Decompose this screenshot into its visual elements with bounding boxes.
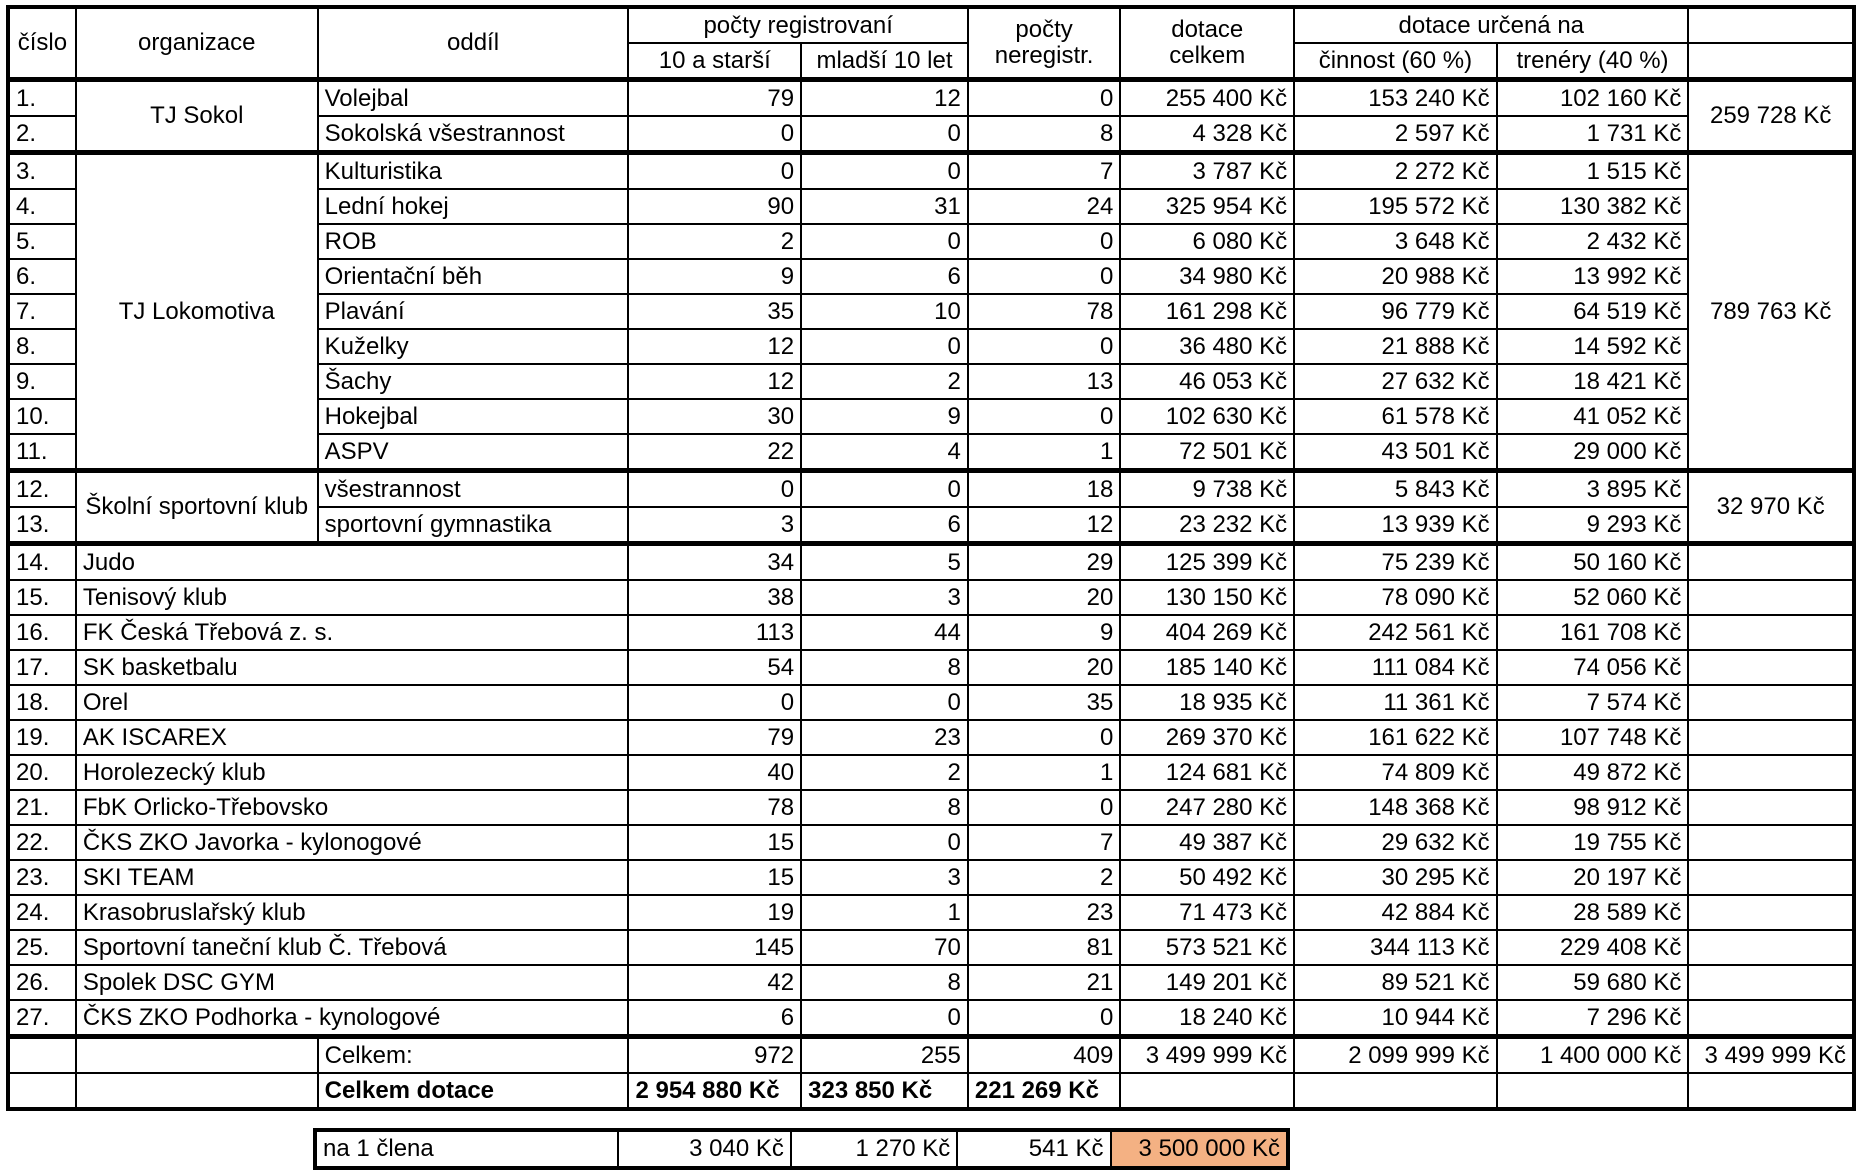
row-starsi: 40 [628, 755, 801, 790]
row-number: 13. [8, 507, 76, 544]
row-cinnost: 75 239 Kč [1294, 544, 1496, 581]
row-organization: ČKS ZKO Javorka - kylonogové [76, 825, 629, 860]
row-group-total-empty [1688, 895, 1854, 930]
row-starsi: 0 [628, 116, 801, 153]
row-neregistr: 20 [968, 650, 1120, 685]
totals-neregistr: 409 [968, 1037, 1120, 1074]
row-starsi: 0 [628, 471, 801, 508]
row-trenery: 28 589 Kč [1497, 895, 1689, 930]
row-cinnost: 195 572 Kč [1294, 189, 1496, 224]
row-cinnost: 30 295 Kč [1294, 860, 1496, 895]
header-group-total [1688, 7, 1854, 43]
row-dotace-celkem: 269 370 Kč [1120, 720, 1294, 755]
per-member-starsi: 3 040 Kč [618, 1130, 790, 1168]
row-trenery: 2 432 Kč [1497, 224, 1689, 259]
row-mladsi: 3 [801, 860, 968, 895]
row-number: 2. [8, 116, 76, 153]
row-organization: Tenisový klub [76, 580, 629, 615]
row-number: 20. [8, 755, 76, 790]
row-number: 24. [8, 895, 76, 930]
row-cinnost: 344 113 Kč [1294, 930, 1496, 965]
row-number: 4. [8, 189, 76, 224]
per-member-mladsi: 1 270 Kč [791, 1130, 957, 1168]
row-dotace-celkem: 3 787 Kč [1120, 153, 1294, 190]
row-oddil: ASPV [318, 434, 629, 471]
table-row [8, 80, 1854, 117]
row-starsi: 0 [628, 685, 801, 720]
row-group-total-empty [1688, 930, 1854, 965]
row-mladsi: 0 [801, 116, 968, 153]
row-starsi: 42 [628, 965, 801, 1000]
table-row [8, 580, 1854, 615]
row-dotace-celkem: 50 492 Kč [1120, 860, 1294, 895]
row-neregistr: 0 [968, 1000, 1120, 1037]
row-organization: Krasobruslařský klub [76, 895, 629, 930]
row-cinnost: 10 944 Kč [1294, 1000, 1496, 1037]
row-trenery: 18 421 Kč [1497, 364, 1689, 399]
totals-dotace-label: Celkem dotace [318, 1073, 629, 1109]
row-cinnost: 11 361 Kč [1294, 685, 1496, 720]
row-trenery: 52 060 Kč [1497, 580, 1689, 615]
group-total: 789 763 Kč [1688, 153, 1854, 471]
row-neregistr: 0 [968, 329, 1120, 364]
row-mladsi: 2 [801, 755, 968, 790]
row-dotace-celkem: 404 269 Kč [1120, 615, 1294, 650]
row-cinnost: 74 809 Kč [1294, 755, 1496, 790]
row-number: 25. [8, 930, 76, 965]
row-dotace-celkem: 573 521 Kč [1120, 930, 1294, 965]
table-row [8, 471, 1854, 508]
row-mladsi: 8 [801, 790, 968, 825]
row-group-total-empty [1688, 650, 1854, 685]
row-cinnost: 27 632 Kč [1294, 364, 1496, 399]
row-neregistr: 8 [968, 116, 1120, 153]
row-group-total-empty [1688, 544, 1854, 581]
header-dotace-celkem: dotace celkem [1120, 7, 1294, 80]
row-number: 22. [8, 825, 76, 860]
row-dotace-celkem: 185 140 Kč [1120, 650, 1294, 685]
row-mladsi: 8 [801, 965, 968, 1000]
row-group-total-empty [1688, 580, 1854, 615]
row-organization: SKI TEAM [76, 860, 629, 895]
row-trenery: 14 592 Kč [1497, 329, 1689, 364]
row-starsi: 34 [628, 544, 801, 581]
row-group-total-empty [1688, 685, 1854, 720]
row-group-total-empty [1688, 825, 1854, 860]
row-number: 5. [8, 224, 76, 259]
per-member-label: na 1 člena [315, 1130, 618, 1168]
row-cinnost: 148 368 Kč [1294, 790, 1496, 825]
table-row [8, 685, 1854, 720]
totals-row [8, 1037, 1854, 1074]
group-organization: Školní sportovní klub [76, 471, 318, 544]
row-neregistr: 0 [968, 790, 1120, 825]
row-cinnost: 153 240 Kč [1294, 80, 1496, 117]
row-cinnost: 42 884 Kč [1294, 895, 1496, 930]
row-neregistr: 12 [968, 507, 1120, 544]
row-group-total-empty [1688, 790, 1854, 825]
row-trenery: 59 680 Kč [1497, 965, 1689, 1000]
table-row [8, 965, 1854, 1000]
row-starsi: 15 [628, 860, 801, 895]
row-mladsi: 44 [801, 615, 968, 650]
row-trenery: 20 197 Kč [1497, 860, 1689, 895]
row-organization: Judo [76, 544, 629, 581]
row-trenery: 1 515 Kč [1497, 153, 1689, 190]
row-number: 9. [8, 364, 76, 399]
row-neregistr: 13 [968, 364, 1120, 399]
row-dotace-celkem: 247 280 Kč [1120, 790, 1294, 825]
row-cinnost: 61 578 Kč [1294, 399, 1496, 434]
row-trenery: 7 296 Kč [1497, 1000, 1689, 1037]
table-row [8, 790, 1854, 825]
row-cinnost: 5 843 Kč [1294, 471, 1496, 508]
group-total: 32 970 Kč [1688, 471, 1854, 544]
per-member-neregistr: 541 Kč [957, 1130, 1110, 1168]
row-starsi: 2 [628, 224, 801, 259]
row-trenery: 29 000 Kč [1497, 434, 1689, 471]
row-mladsi: 0 [801, 329, 968, 364]
row-mladsi: 4 [801, 434, 968, 471]
row-dotace-celkem: 149 201 Kč [1120, 965, 1294, 1000]
totals-dotace-empty-5 [1497, 1073, 1689, 1109]
header-organizace: organizace [76, 7, 318, 80]
row-neregistr: 81 [968, 930, 1120, 965]
row-mladsi: 0 [801, 685, 968, 720]
row-neregistr: 1 [968, 434, 1120, 471]
totals-empty-2 [76, 1037, 318, 1074]
row-neregistr: 18 [968, 471, 1120, 508]
row-starsi: 12 [628, 329, 801, 364]
totals-mladsi: 255 [801, 1037, 968, 1074]
row-cinnost: 89 521 Kč [1294, 965, 1496, 1000]
row-mladsi: 10 [801, 294, 968, 329]
row-organization: FK Česká Třebová z. s. [76, 615, 629, 650]
header-dotace-urcena: dotace určená na [1294, 7, 1688, 43]
row-cinnost: 20 988 Kč [1294, 259, 1496, 294]
header-pocty-registrovani: počty registrovaní [628, 7, 967, 43]
row-oddil: Šachy [318, 364, 629, 399]
row-dotace-celkem: 6 080 Kč [1120, 224, 1294, 259]
row-trenery: 102 160 Kč [1497, 80, 1689, 117]
totals-dotace-empty-1 [8, 1073, 76, 1109]
row-mladsi: 1 [801, 895, 968, 930]
row-dotace-celkem: 325 954 Kč [1120, 189, 1294, 224]
row-neregistr: 0 [968, 80, 1120, 117]
row-starsi: 145 [628, 930, 801, 965]
row-starsi: 78 [628, 790, 801, 825]
row-oddil: všestrannost [318, 471, 629, 508]
row-mladsi: 5 [801, 544, 968, 581]
row-number: 10. [8, 399, 76, 434]
table-row [8, 895, 1854, 930]
table-row [8, 755, 1854, 790]
row-mladsi: 0 [801, 224, 968, 259]
row-number: 6. [8, 259, 76, 294]
row-group-total-empty [1688, 720, 1854, 755]
row-cinnost: 43 501 Kč [1294, 434, 1496, 471]
row-organization: Spolek DSC GYM [76, 965, 629, 1000]
row-mladsi: 3 [801, 580, 968, 615]
row-oddil: Plavání [318, 294, 629, 329]
row-trenery: 3 895 Kč [1497, 471, 1689, 508]
row-organization: Horolezecký klub [76, 755, 629, 790]
row-starsi: 79 [628, 720, 801, 755]
row-trenery: 9 293 Kč [1497, 507, 1689, 544]
row-trenery: 161 708 Kč [1497, 615, 1689, 650]
row-starsi: 0 [628, 153, 801, 190]
totals-starsi: 972 [628, 1037, 801, 1074]
row-mladsi: 6 [801, 507, 968, 544]
row-number: 17. [8, 650, 76, 685]
row-dotace-celkem: 18 935 Kč [1120, 685, 1294, 720]
row-neregistr: 2 [968, 860, 1120, 895]
row-mladsi: 8 [801, 650, 968, 685]
row-starsi: 3 [628, 507, 801, 544]
row-trenery: 49 872 Kč [1497, 755, 1689, 790]
row-dotace-celkem: 4 328 Kč [1120, 116, 1294, 153]
row-number: 1. [8, 80, 76, 117]
row-dotace-celkem: 18 240 Kč [1120, 1000, 1294, 1037]
row-starsi: 12 [628, 364, 801, 399]
group-organization: TJ Lokomotiva [76, 153, 318, 471]
row-starsi: 35 [628, 294, 801, 329]
row-dotace-celkem: 125 399 Kč [1120, 544, 1294, 581]
row-mladsi: 0 [801, 153, 968, 190]
row-dotace-celkem: 130 150 Kč [1120, 580, 1294, 615]
row-cinnost: 29 632 Kč [1294, 825, 1496, 860]
row-cinnost: 242 561 Kč [1294, 615, 1496, 650]
group-total: 259 728 Kč [1688, 80, 1854, 153]
row-starsi: 79 [628, 80, 801, 117]
row-oddil: sportovní gymnastika [318, 507, 629, 544]
table-row [8, 930, 1854, 965]
row-starsi: 19 [628, 895, 801, 930]
row-mladsi: 0 [801, 825, 968, 860]
row-number: 19. [8, 720, 76, 755]
row-starsi: 6 [628, 1000, 801, 1037]
row-starsi: 113 [628, 615, 801, 650]
totals-dotace-empty-4 [1294, 1073, 1496, 1109]
row-oddil: Hokejbal [318, 399, 629, 434]
row-mladsi: 23 [801, 720, 968, 755]
row-starsi: 90 [628, 189, 801, 224]
per-member-table [313, 1128, 1290, 1170]
row-dotace-celkem: 9 738 Kč [1120, 471, 1294, 508]
row-trenery: 13 992 Kč [1497, 259, 1689, 294]
totals-cinnost: 2 099 999 Kč [1294, 1037, 1496, 1074]
header-starsi: 10 a starší [628, 43, 801, 80]
table-row [8, 1000, 1854, 1037]
row-neregistr: 0 [968, 720, 1120, 755]
row-starsi: 30 [628, 399, 801, 434]
row-organization: Orel [76, 685, 629, 720]
row-oddil: Kuželky [318, 329, 629, 364]
header-trenery: trenéry (40 %) [1497, 43, 1689, 80]
row-oddil: ROB [318, 224, 629, 259]
row-dotace-celkem: 102 630 Kč [1120, 399, 1294, 434]
row-dotace-celkem: 161 298 Kč [1120, 294, 1294, 329]
row-number: 18. [8, 685, 76, 720]
row-cinnost: 78 090 Kč [1294, 580, 1496, 615]
row-oddil: Volejbal [318, 80, 629, 117]
table-row [8, 825, 1854, 860]
totals-dotace-neregistr: 221 269 Kč [968, 1073, 1120, 1109]
row-dotace-celkem: 255 400 Kč [1120, 80, 1294, 117]
row-neregistr: 29 [968, 544, 1120, 581]
row-number: 26. [8, 965, 76, 1000]
totals-label: Celkem: [318, 1037, 629, 1074]
row-oddil: Orientační běh [318, 259, 629, 294]
row-number: 11. [8, 434, 76, 471]
row-starsi: 22 [628, 434, 801, 471]
row-organization: AK ISCAREX [76, 720, 629, 755]
row-dotace-celkem: 46 053 Kč [1120, 364, 1294, 399]
per-member-total: 3 500 000 Kč [1111, 1130, 1289, 1168]
totals-dotace-empty-3 [1120, 1073, 1294, 1109]
table-row [8, 720, 1854, 755]
row-dotace-celkem: 124 681 Kč [1120, 755, 1294, 790]
row-number: 16. [8, 615, 76, 650]
row-trenery: 98 912 Kč [1497, 790, 1689, 825]
totals-dotace-row [8, 1073, 1854, 1109]
totals-trenery: 1 400 000 Kč [1497, 1037, 1689, 1074]
header-cinnost: činnost (60 %) [1294, 43, 1496, 80]
row-neregistr: 35 [968, 685, 1120, 720]
row-starsi: 9 [628, 259, 801, 294]
table-row [8, 544, 1854, 581]
row-organization: ČKS ZKO Podhorka - kynologové [76, 1000, 629, 1037]
row-number: 27. [8, 1000, 76, 1037]
row-group-total-empty [1688, 755, 1854, 790]
totals-dotace-mladsi: 323 850 Kč [801, 1073, 968, 1109]
totals-dotace-empty-6 [1688, 1073, 1854, 1109]
row-dotace-celkem: 23 232 Kč [1120, 507, 1294, 544]
table-row [8, 650, 1854, 685]
row-oddil: Sokolská všestrannost [318, 116, 629, 153]
row-number: 8. [8, 329, 76, 364]
row-neregistr: 23 [968, 895, 1120, 930]
totals-empty-1 [8, 1037, 76, 1074]
row-cinnost: 21 888 Kč [1294, 329, 1496, 364]
row-dotace-celkem: 36 480 Kč [1120, 329, 1294, 364]
row-organization: SK basketbalu [76, 650, 629, 685]
row-trenery: 41 052 Kč [1497, 399, 1689, 434]
row-trenery: 107 748 Kč [1497, 720, 1689, 755]
totals-dotace-empty-2 [76, 1073, 318, 1109]
row-neregistr: 21 [968, 965, 1120, 1000]
row-trenery: 7 574 Kč [1497, 685, 1689, 720]
row-starsi: 38 [628, 580, 801, 615]
table-row [8, 860, 1854, 895]
row-neregistr: 0 [968, 224, 1120, 259]
header-mladsi: mladší 10 let [801, 43, 968, 80]
row-number: 12. [8, 471, 76, 508]
header-neregistr: počty neregistr. [968, 7, 1120, 80]
row-number: 15. [8, 580, 76, 615]
row-oddil: Lední hokej [318, 189, 629, 224]
row-group-total-empty [1688, 1000, 1854, 1037]
row-neregistr: 78 [968, 294, 1120, 329]
row-cinnost: 96 779 Kč [1294, 294, 1496, 329]
totals-dotace-starsi: 2 954 880 Kč [628, 1073, 801, 1109]
row-mladsi: 12 [801, 80, 968, 117]
row-neregistr: 1 [968, 755, 1120, 790]
row-group-total-empty [1688, 860, 1854, 895]
row-number: 3. [8, 153, 76, 190]
totals-dotace: 3 499 999 Kč [1120, 1037, 1294, 1074]
row-dotace-celkem: 34 980 Kč [1120, 259, 1294, 294]
table-row [8, 615, 1854, 650]
row-dotace-celkem: 72 501 Kč [1120, 434, 1294, 471]
row-mladsi: 0 [801, 1000, 968, 1037]
row-dotace-celkem: 49 387 Kč [1120, 825, 1294, 860]
row-mladsi: 2 [801, 364, 968, 399]
row-trenery: 229 408 Kč [1497, 930, 1689, 965]
row-neregistr: 9 [968, 615, 1120, 650]
row-group-total-empty [1688, 615, 1854, 650]
subsidy-table [6, 5, 1856, 1111]
row-trenery: 1 731 Kč [1497, 116, 1689, 153]
row-neregistr: 0 [968, 399, 1120, 434]
totals-all: 3 499 999 Kč [1688, 1037, 1854, 1074]
row-cinnost: 161 622 Kč [1294, 720, 1496, 755]
row-trenery: 130 382 Kč [1497, 189, 1689, 224]
header-oddil: oddíl [318, 7, 629, 80]
row-trenery: 19 755 Kč [1497, 825, 1689, 860]
row-mladsi: 70 [801, 930, 968, 965]
row-mladsi: 31 [801, 189, 968, 224]
row-trenery: 50 160 Kč [1497, 544, 1689, 581]
row-organization: FbK Orlicko-Třebovsko [76, 790, 629, 825]
row-neregistr: 7 [968, 153, 1120, 190]
row-cinnost: 2 597 Kč [1294, 116, 1496, 153]
row-cinnost: 13 939 Kč [1294, 507, 1496, 544]
row-mladsi: 0 [801, 471, 968, 508]
row-mladsi: 9 [801, 399, 968, 434]
row-starsi: 54 [628, 650, 801, 685]
row-number: 7. [8, 294, 76, 329]
row-neregistr: 24 [968, 189, 1120, 224]
row-number: 14. [8, 544, 76, 581]
subsidy-table-sheet [6, 5, 1856, 1111]
row-number: 21. [8, 790, 76, 825]
row-dotace-celkem: 71 473 Kč [1120, 895, 1294, 930]
row-organization: Sportovní taneční klub Č. Třebová [76, 930, 629, 965]
row-cinnost: 3 648 Kč [1294, 224, 1496, 259]
row-number: 23. [8, 860, 76, 895]
header-group-total-2 [1688, 43, 1854, 80]
row-cinnost: 2 272 Kč [1294, 153, 1496, 190]
row-starsi: 15 [628, 825, 801, 860]
row-trenery: 74 056 Kč [1497, 650, 1689, 685]
row-neregistr: 0 [968, 259, 1120, 294]
row-trenery: 64 519 Kč [1497, 294, 1689, 329]
row-neregistr: 20 [968, 580, 1120, 615]
row-cinnost: 111 084 Kč [1294, 650, 1496, 685]
row-mladsi: 6 [801, 259, 968, 294]
group-organization: TJ Sokol [76, 80, 318, 153]
header-cislo: číslo [8, 7, 76, 80]
row-neregistr: 7 [968, 825, 1120, 860]
row-oddil: Kulturistika [318, 153, 629, 190]
table-row [8, 153, 1854, 190]
row-group-total-empty [1688, 965, 1854, 1000]
